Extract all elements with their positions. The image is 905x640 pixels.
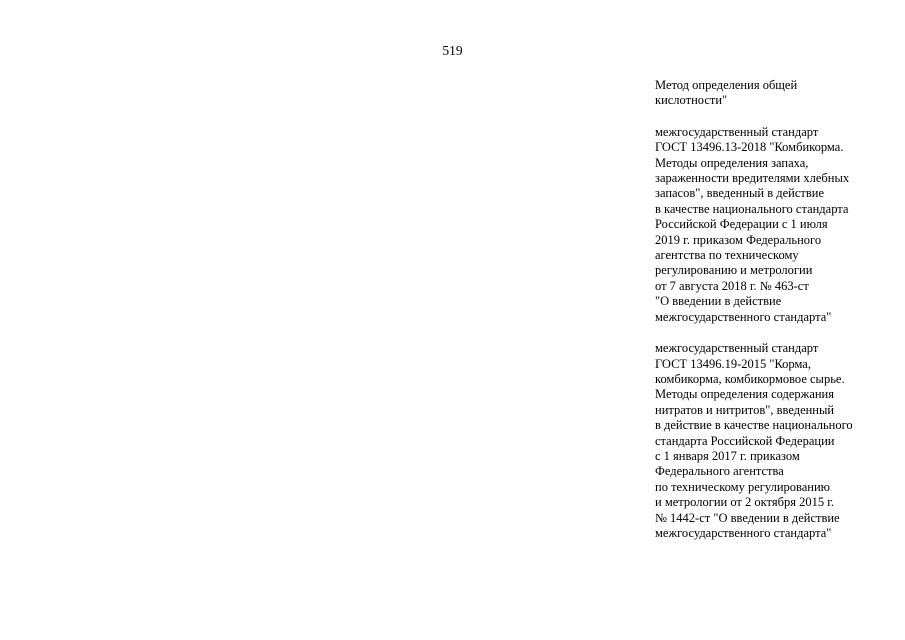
page-number: 519: [442, 43, 463, 58]
text-line: с 1 января 2017 г. приказом: [655, 448, 800, 463]
text-line: межгосударственного стандарта": [655, 309, 832, 324]
text-line: межгосударственного стандарта": [655, 525, 832, 540]
text-line: Федерального агентства: [655, 464, 784, 479]
text-line: межгосударственный стандарт: [655, 341, 819, 356]
text-line: стандарта Российской Федерации: [655, 433, 835, 448]
text-line: в действие в качестве национального: [655, 418, 853, 433]
text-line: и метрологии от 2 октября 2015 г.: [655, 495, 835, 510]
text-line: Метод определения общей: [655, 78, 798, 92]
text-line: ГОСТ 13496.19-2015 "Корма,: [655, 356, 811, 371]
text-line: запасов", введенный в действие: [655, 186, 825, 201]
text-line: от 7 августа 2018 г. № 463-ст: [655, 278, 809, 293]
text-line: Методы определения запаха,: [655, 155, 809, 170]
text-block-gost-13496-19: [655, 341, 895, 541]
text-line: комбикорма, комбикормовое сырье.: [655, 371, 845, 386]
text-line: Российской Федерации с 1 июля: [655, 217, 828, 232]
text-column: [655, 78, 895, 557]
text-line: Методы определения содержания: [655, 387, 834, 402]
text-line: регулированию и метрологии: [655, 263, 813, 278]
text-line: № 1442-ст "О введении в действие: [655, 510, 840, 525]
text-line: нитратов и нитритов", введенный: [655, 402, 835, 417]
text-line: зараженности вредителями хлебных: [655, 171, 850, 186]
text-line: ГОСТ 13496.13-2018 "Комбикорма.: [655, 140, 844, 155]
text-block-gost-13496-13: [655, 125, 895, 325]
text-line: 2019 г. приказом Федерального: [655, 232, 822, 247]
text-line: межгосударственный стандарт: [655, 124, 819, 139]
text-block-acidity-method: [655, 78, 895, 109]
text-line: "О введении в действие: [655, 294, 782, 309]
text-line: агентства по техническому: [655, 248, 799, 263]
text-line: кислотности": [655, 93, 728, 108]
text-line: в качестве национального стандарта: [655, 201, 849, 216]
text-line: по техническому регулированию: [655, 479, 831, 494]
